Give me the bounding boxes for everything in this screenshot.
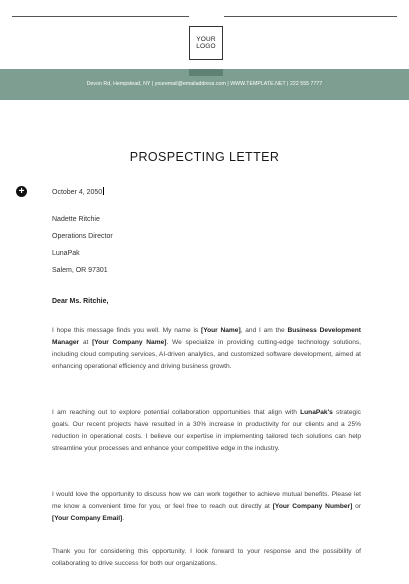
text-run: at	[79, 339, 93, 346]
recipient-position: Operations Director	[52, 233, 113, 240]
text-run: or	[352, 503, 361, 510]
logo-line-1: YOUR	[196, 35, 216, 43]
recipient-name: Nadette Ritchie	[52, 216, 100, 223]
text-run: I am reaching out to explore potential collaboration opportunities that align with	[52, 409, 301, 416]
salutation: Dear Ms. Ritchie,	[52, 298, 109, 305]
body-paragraph-intro	[52, 325, 361, 373]
placeholder-company-number: [Your Company Number]	[272, 503, 353, 510]
body-paragraph-closing: Thank you for considering this opportunity. I look forward to your response and the possibility of collaborating to drive success for both our organizations.	[52, 548, 361, 567]
header-divider-right	[224, 16, 397, 17]
logo-placeholder	[189, 26, 223, 60]
add-block-icon[interactable]: +	[16, 186, 27, 197]
text-cursor	[103, 187, 104, 195]
body-paragraph-contact	[52, 489, 361, 525]
recipient-city: Salem, OR 97301	[52, 267, 108, 274]
contact-band-tab	[189, 69, 223, 76]
recipient-brand: LunaPak's	[300, 409, 333, 416]
text-run: I hope this message finds you well. My name is	[52, 327, 201, 334]
text-run: , and I am the	[240, 327, 288, 334]
recipient-company: LunaPak	[52, 250, 80, 257]
contact-info: Devon Rd, Hempstead, NY | youremail@emailaddress.com | WWW.TEMPLATE.NET | 222 555 7777	[86, 81, 323, 87]
recipient-address	[52, 216, 113, 284]
sender-role: Business Development Manager	[52, 327, 361, 346]
placeholder-your-name: [Your Name]	[201, 327, 241, 334]
text-run: I would love the opportunity to discuss how we can work together to achieve mutual benefits. Please let me know a convenient time for you, or feel free to reach out directly at	[52, 491, 361, 510]
text-run: . We specialize in providing cutting-edge technology solutions, including cloud computing services, AI-driven analytics, and customized software development, aimed at enhancing operational efficiency and driving business growth.	[52, 339, 361, 370]
header-divider-left	[12, 16, 189, 17]
letter-date[interactable]	[52, 187, 104, 196]
text-run: strategic goals. Our recent projects have resulted in a 30% increase in productivity for our clients and a 25% reduction in operational costs. I believe our expertise in implementing tailored tech solutions can help streamline your processes and enhance your competitive edge in the industry.	[52, 409, 361, 452]
placeholder-company-name: [Your Company Name]	[92, 339, 167, 346]
body-paragraph-collaboration	[52, 407, 361, 455]
date-text: October 4, 2050	[52, 189, 103, 196]
logo-line-2: LOGO	[196, 43, 216, 50]
text-run: .	[122, 515, 125, 522]
page-title: PROSPECTING LETTER	[129, 150, 280, 164]
placeholder-company-email: [Your Company Email]	[52, 515, 123, 522]
